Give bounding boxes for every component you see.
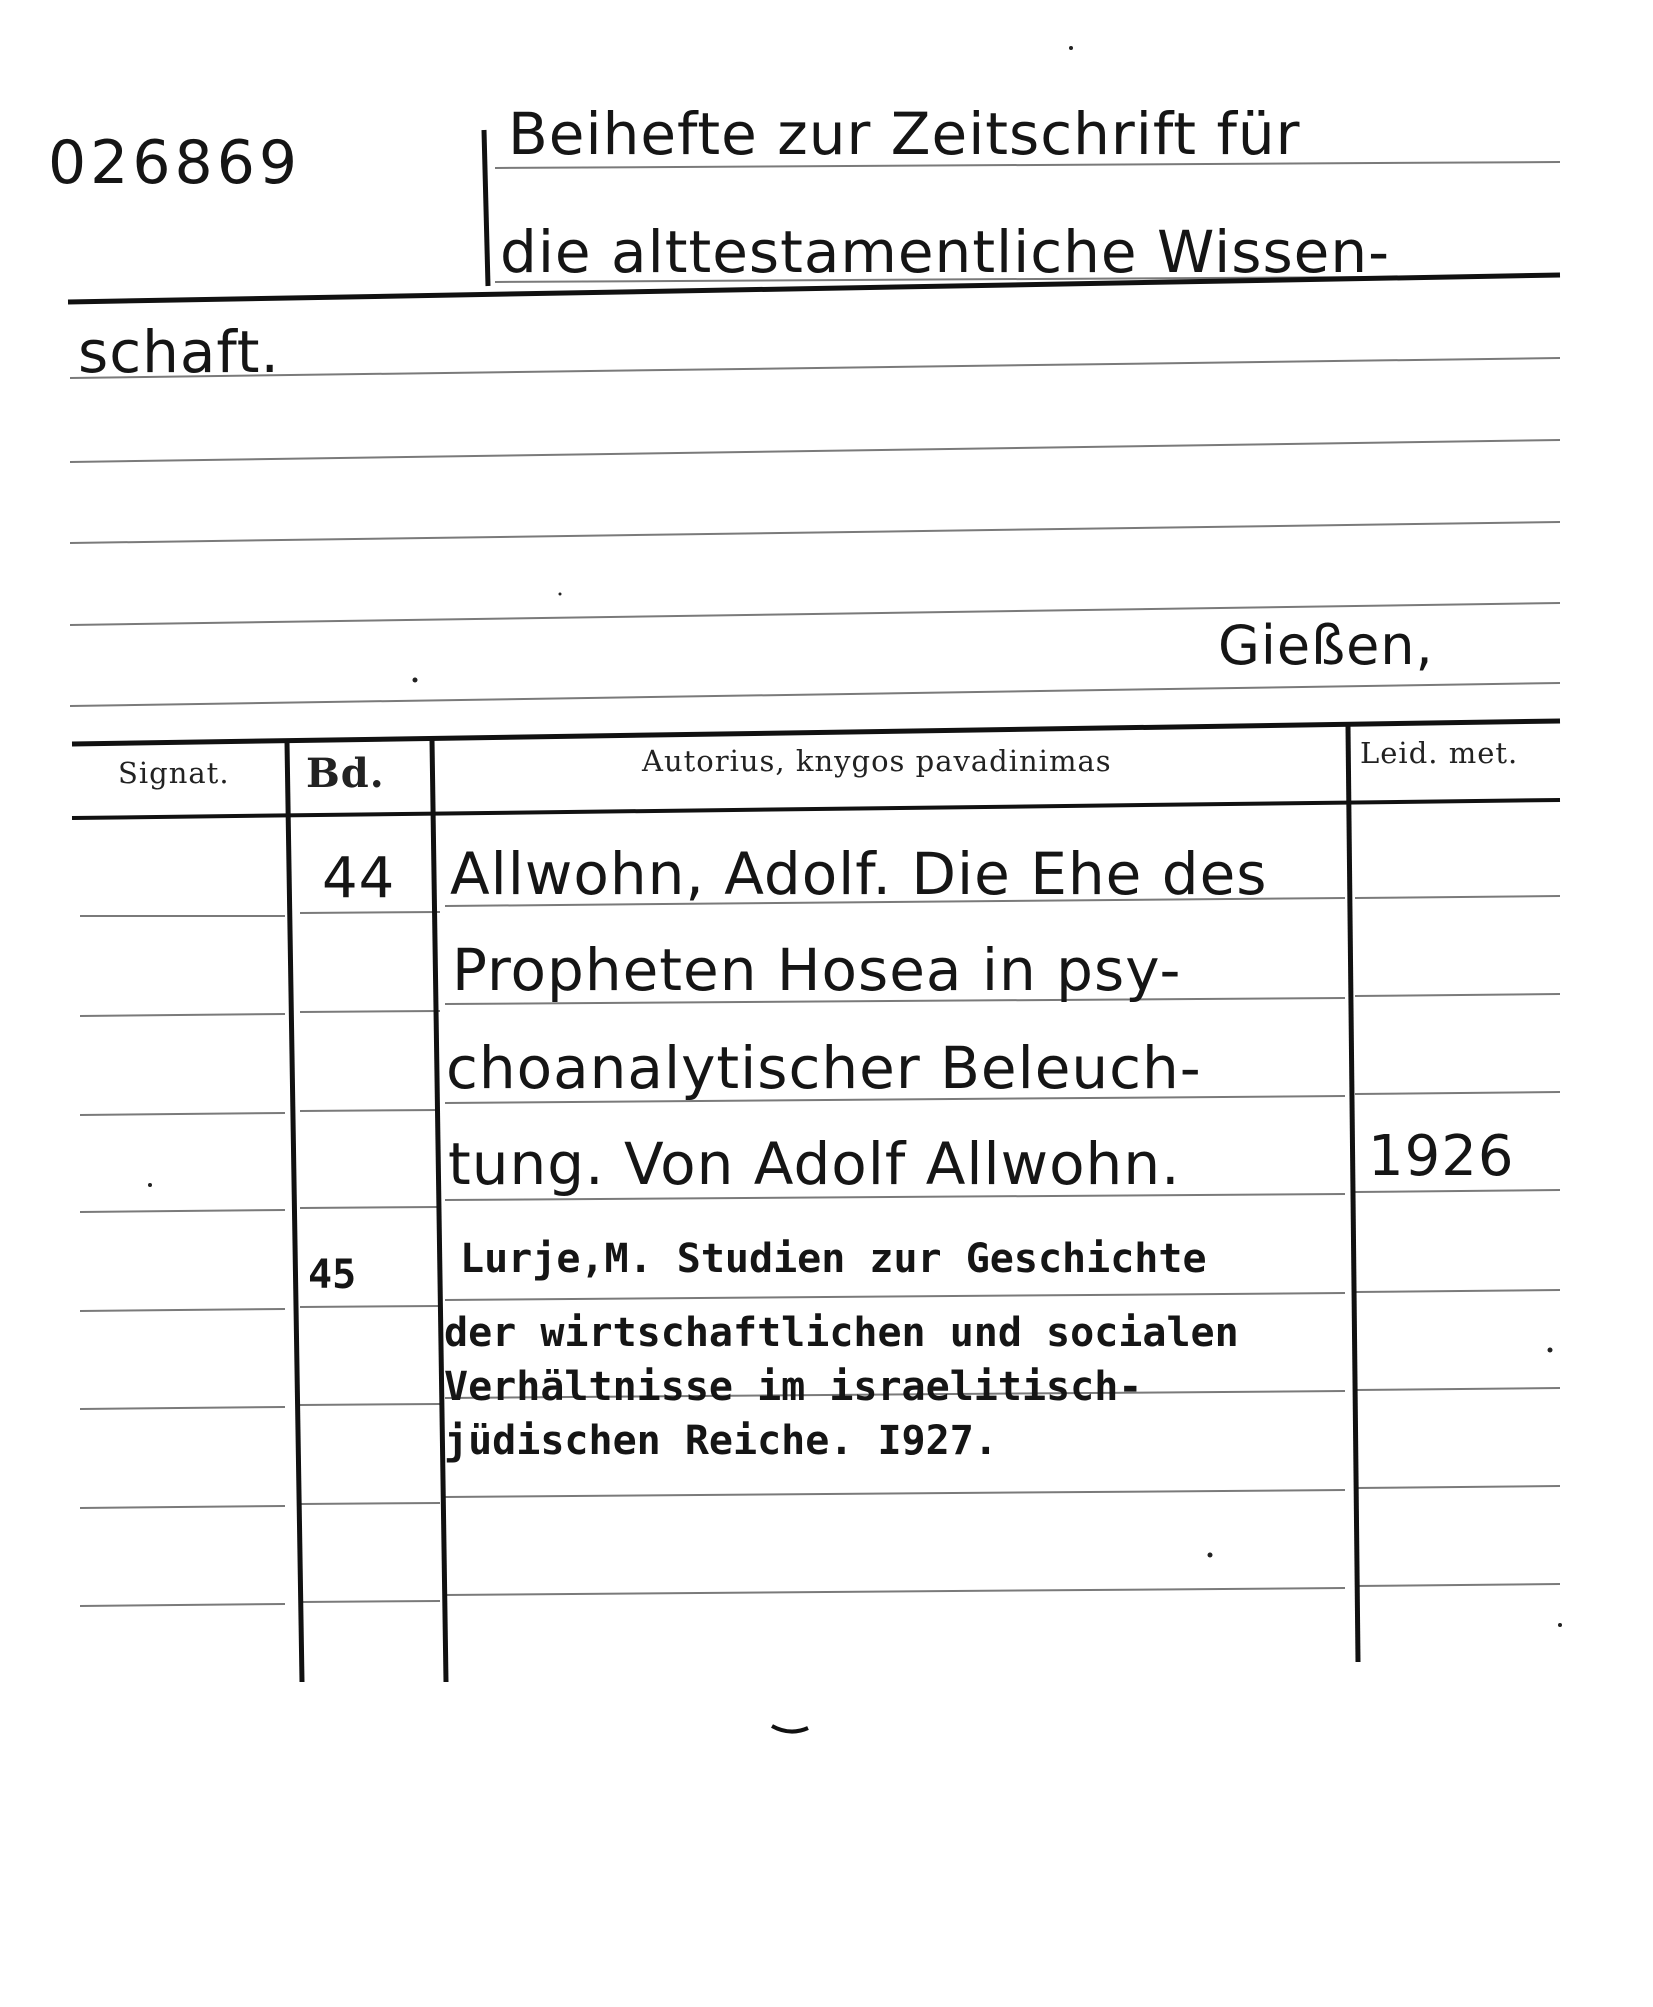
entry-text-line: choanalytischer Beleuch-	[446, 1034, 1202, 1102]
header-volume: Bd.	[306, 750, 385, 797]
series-title-line-3: schaft.	[78, 318, 280, 386]
entry-text-line: Propheten Hosea in psy-	[452, 936, 1182, 1004]
entry-text-line: Verhältnisse im israelitisch-	[444, 1364, 1143, 1410]
entry-text-line: jüdischen Reiche. I927.	[444, 1418, 998, 1464]
entry-text-line: tung. Von Adolf Allwohn.	[448, 1130, 1181, 1198]
entry-text-line: Lurje,M. Studien zur Geschichte	[460, 1236, 1207, 1282]
entry-text-line: Allwohn, Adolf. Die Ehe des	[450, 840, 1268, 908]
header-year: Leid. met.	[1360, 736, 1519, 770]
header-author-title: Autorius, knygos pavadinimas	[642, 744, 1112, 778]
header-signature: Signat.	[118, 756, 230, 790]
series-title-line-1: Beihefte zur Zeitschrift für	[508, 100, 1301, 168]
entry-text-line: der wirtschaftlichen und socialen	[444, 1310, 1239, 1356]
catalog-number: 026869	[48, 128, 302, 198]
entry-year: 1926	[1368, 1124, 1515, 1189]
series-title-line-2: die alttestamentliche Wissen-	[500, 218, 1391, 286]
entry-volume: 45	[308, 1252, 357, 1298]
entry-volume: 44	[322, 846, 396, 911]
publication-place: Gießen,	[1218, 614, 1434, 677]
